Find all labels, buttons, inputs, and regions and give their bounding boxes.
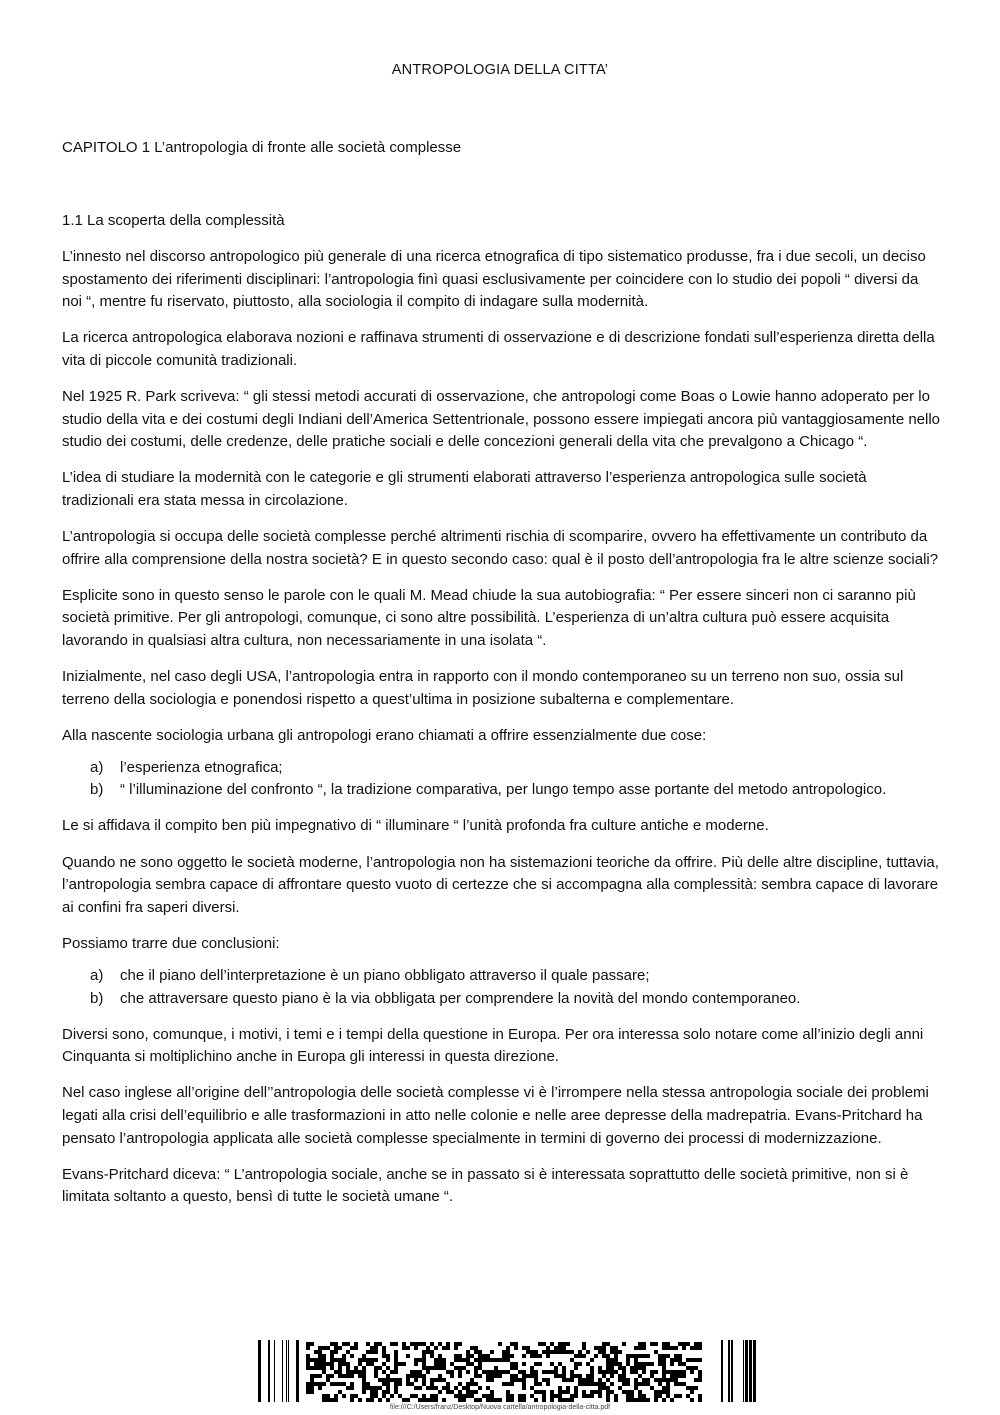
list-marker: b) [90, 989, 104, 1007]
list-item-text: “ l’illuminazione del confronto “, la tradizione comparativa, per lungo tempo asse portante del metodo antropologico. [120, 781, 887, 799]
list-marker: a) [90, 966, 104, 984]
paragraph: Esplicite sono in questo senso le parole con le quali M. Mead chiude la sua autobiografia: “ Per essere sinceri non ci saranno più società primitive. Per gli antropologi, comunque, ci sono altre possibilità. L’esperienza di un’altra cultura può essere acquisita lavorando in qualsiasi altra cultura, non necessariamente in una isolata “. [62, 586, 916, 649]
paragraph: Nel caso inglese all’origine dell’’antropologia delle società complesse vi è l’irrompere nella stessa antropologia sociale dei problemi legati alla crisi dell’equilibrio e alle trasformazioni in atto nelle colonie e nelle aree depresse della madrepatria. Evans-Pritchard ha pensato l’antropologia applicata alle società complesse specialmente in termini di governo dei processi di modernizzazione. [62, 1084, 929, 1147]
list-conclusions [62, 965, 942, 1010]
paragraph: Quando ne sono oggetto le società moderne, l’antropologia non ha sistemazioni teoriche da offrire. Più delle altre discipline, tuttavia, l’antropologia sembra capace di affrontare questo vuoto di certezze che si accompagna alla complessità: sembra capace di lavorare ai confini fra saperi diversi. [62, 853, 939, 916]
list-item [62, 757, 942, 780]
list-item-text: che il piano dell’interpretazione è un piano obbligato attraverso il quale passare; [120, 966, 650, 984]
list-item-text: che attraversare questo piano è la via obbligata per comprendere la novità del mondo contemporaneo. [120, 989, 801, 1007]
paragraph: Alla nascente sociologia urbana gli antropologi erano chiamati a offrire essenzialmente due cose: [62, 726, 707, 744]
file-path-footer: file:///C:/Users/franz/Desktop/Nuova cartella/antropologia-della-citta.pdf [389, 1404, 611, 1411]
paragraph: L’idea di studiare la modernità con le categorie e gli strumenti elaborati attraverso l’esperienza antropologica sulle società tradizionali era stata messa in circolazione. [62, 469, 867, 509]
paragraph: L’innesto nel discorso antropologico più generale di una ricerca etnografica di tipo sistematico produsse, fra i due secoli, un deciso spostamento dei riferimenti disciplinari: l’antropologia finì quasi esclusivamente per coincidere con lo studio dei popoli “ diversi da noi “, mentre fu riservato, piuttosto, alla sociologia il compito di indagare sulla modernità. [62, 248, 926, 311]
list-item [62, 965, 942, 988]
paragraph: L’antropologia si occupa delle società complesse perché altrimenti rischia di scomparire, ovvero ha effettivamente un contributo da offrire alla comprensione della nostra società? E in questo secondo caso: qual è il posto dell’antropologia fra le altre scienze sociali? [62, 528, 939, 568]
list-marker: b) [90, 781, 104, 799]
paragraph: Inizialmente, nel caso degli USA, l’antropologia entra in rapporto con il mondo contemporaneo su un terreno non suo, ossia sul terreno della sociologia e ponendosi rispetto a quest’ultima in posizione subalterna e complementare. [62, 668, 904, 708]
document-body [62, 210, 942, 1222]
paragraph: La ricerca antropologica elaborava nozioni e raffinava strumenti di osservazione e di descrizione fondati sull’esperienza diretta della vita di piccole comunità tradizionali. [62, 329, 935, 369]
list-contributions [62, 757, 942, 802]
list-marker: a) [90, 758, 104, 776]
paragraph: Nel 1925 R. Park scriveva: “ gli stessi metodi accurati di osservazione, che antropologi come Boas o Lowie hanno adoperato per lo studio della vita e dei costumi degli Indiani dell’America Settentrionale, possono essere impiegati ancora più vantaggiosamente nello studio dei costumi, delle credenze, delle pratiche sociali e delle concezioni generali della vita che prevalgono a Chicago “. [62, 388, 941, 451]
list-item [62, 988, 942, 1011]
paragraph: Evans-Pritchard diceva: “ L’antropologia sociale, anche se in passato si è interessata soprattutto delle società primitive, non si è limitata soltanto a questo, bensì di tutte le società umane “. [62, 1165, 909, 1206]
section-heading: 1.1 La scoperta della complessità [62, 212, 285, 229]
chapter-heading: CAPITOLO 1 L’antropologia di fronte alle società complesse [62, 139, 462, 156]
paragraph: Diversi sono, comunque, i motivi, i temi e i tempi della questione in Europa. Per ora interessa solo notare come all’inizio degli anni Cinquanta si moltiplichino anche in Europa gli interessi in questa direzione. [62, 1025, 924, 1066]
list-item [62, 779, 942, 802]
paragraph: Possiamo trarre due conclusioni: [62, 934, 280, 952]
barcode-image [250, 1340, 760, 1402]
list-item-text: l’esperienza etnografica; [120, 758, 283, 776]
document-title: ANTROPOLOGIA DELLA CITTA’ [391, 62, 609, 78]
paragraph: Le si affidava il compito ben più impegnativo di “ illuminare “ l’unità profonda fra culture antiche e moderne. [62, 817, 769, 835]
